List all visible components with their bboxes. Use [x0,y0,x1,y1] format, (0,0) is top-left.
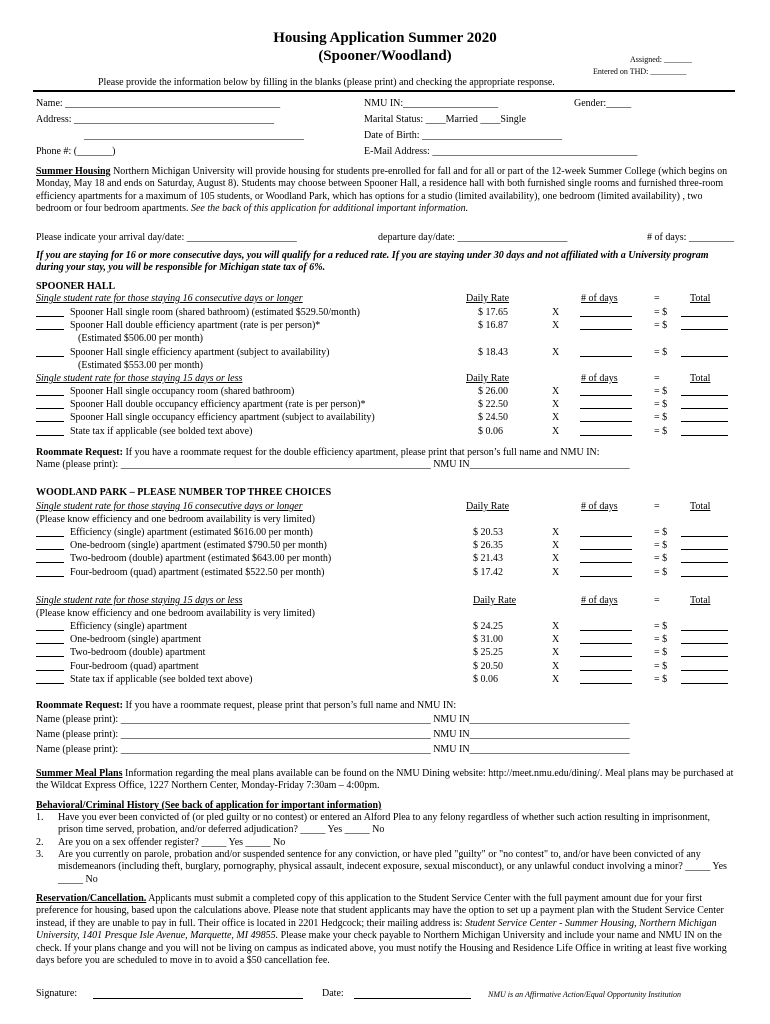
woodland-sub-15: Single student rate for those staying 15 days or less [36,595,243,606]
eoe-statement: NMU is an Affirmative Action/Equal Opportunity Institution [488,990,682,999]
multiply-sign: X [552,673,560,685]
assigned-field[interactable]: Assigned: _______ [630,55,692,64]
form-instruction: Please provide the information below by filling in the blanks (please print) and checking the appropriate response. [98,77,555,88]
total-blank[interactable] [681,408,728,409]
choice-blank[interactable] [36,356,64,357]
days-blank[interactable] [580,562,632,563]
multiply-sign: X [552,553,560,565]
reservation-paragraph [36,893,736,967]
woodland-col-rate-2: Daily Rate [473,595,517,606]
rate-item-label: Four-bedroom (quad) apartment [70,660,199,672]
daily-rate-value: $ 0.06 [473,673,498,685]
total-eq-sign: = $ [654,386,668,397]
meal-plans-paragraph [36,768,738,793]
q2-text[interactable]: Are you on a sex offender register? _____ Yes _____ No [58,837,286,848]
woodland-availability-note-2: (Please know efficiency and one bedroom availability is very limited) [36,608,315,619]
reservation-heading: Reservation/Cancellation. [36,893,147,904]
rate-item-label: (Estimated $506.00 per month) [78,333,203,345]
total-blank[interactable] [681,536,728,537]
rate-item-label: Spooner Hall single room (shared bathroom) (estimated $529.50/month) [70,307,360,318]
daily-rate-value: $ 0.06 [478,425,503,437]
daily-rate-value: $ 17.42 [473,566,503,578]
total-eq-sign: = $ [654,320,668,332]
reservation-text-2: Please make your check payable to Northern Michigan University and include your name and NMU IN on the check. If your plans change and you will not be living on campus as indicated above, you must notify the Housing and Residence Life Office in writing at least five working days before you are scheduled to move in to avoid a $50 cancellation fee. [36,930,727,967]
total-blank[interactable] [681,421,728,422]
spooner-col-eq-2: = [654,373,660,384]
total-blank[interactable] [681,435,728,436]
roommate-name-field-2b[interactable]: Name (please print): ______________________________________________________________ NMU IN________________________________ [36,729,630,740]
choice-blank[interactable] [36,435,64,436]
choice-blank[interactable] [36,536,64,537]
spooner-col-eq: = [654,293,660,304]
spooner-sub-16: Single student rate for those staying 16 consecutive days or longer [36,293,303,304]
daily-rate-value: $ 26.00 [478,386,508,397]
choice-blank[interactable] [36,643,64,644]
email-field[interactable]: E-Mail Address: _________________________________________ [364,146,638,157]
multiply-sign: X [552,660,560,672]
choice-blank[interactable] [36,656,64,657]
days-blank[interactable] [580,408,632,409]
multiply-sign: X [552,386,560,397]
total-blank[interactable] [681,643,728,644]
roommate-request-1 [36,447,600,459]
meal-plans-heading: Summer Meal Plans [36,768,123,779]
days-blank[interactable] [580,356,632,357]
rate-item-label: Efficiency (single) apartment [70,621,187,632]
total-eq-sign: = $ [654,540,668,552]
stay-rate-note: If you are staying for 16 or more consecutive days, you will qualify for a reduced rate. If you are staying under 30 days and not affiliated with a University program during your stay, you will be responsible for Michigan state tax of 6%. [36,250,709,274]
spooner-sub-15: Single student rate for those staying 15 days or less [36,373,243,384]
roommate-label-2: Roommate Request: [36,700,123,711]
date-line[interactable] [354,998,471,999]
multiply-sign: X [552,320,560,332]
total-blank[interactable] [681,549,728,550]
choice-blank[interactable] [36,421,64,422]
multiply-sign: X [552,412,560,424]
rate-item-label: Four-bedroom (quad) apartment (estimated $522.50 per month) [70,566,325,578]
days-blank[interactable] [580,435,632,436]
phone-field[interactable]: Phone #: (_______) [36,146,116,157]
choice-blank[interactable] [36,549,64,550]
name-field[interactable]: Name: ___________________________________________ [36,98,281,109]
marital-status-field[interactable]: Marital Status: ____Married ____Single [364,114,526,125]
rate-item-label: (Estimated $553.00 per month) [78,359,203,371]
total-blank[interactable] [681,630,728,631]
daily-rate-value: $ 18.43 [478,346,508,358]
days-blank[interactable] [580,630,632,631]
total-blank[interactable] [681,576,728,577]
rate-item-label: Spooner Hall double occupancy efficiency apartment (rate is per person)* [70,399,366,411]
spooner-col-total: Total [690,293,711,304]
choice-blank[interactable] [36,683,64,684]
woodland-col-eq: = [654,501,660,512]
rate-item-label: One-bedroom (single) apartment (estimated $790.50 per month) [70,540,327,552]
summer-housing-text: Northern Michigan University will provide housing for students pre-enrolled for fall and for all or part of the 12-week Summer College (which begins on Monday, May 18 and ends on Saturday, August 8). Students may choose between Spooner Hall, a residence hall with both furnished single rooms and furnished three-room efficiency apartments for a maximum of 105 students, or Woodland Park, which has options for a studio (limited availability), one bedroom (limited availability) , two bedroom or four bedroom apartments. [36,166,728,215]
multiply-sign: X [552,540,560,552]
date-of-birth-field[interactable]: Date of Birth: ____________________________ [364,130,563,141]
q1-text[interactable]: Have you ever been convicted of (or pled guilty or no contest) or entered an Alford Plea to any felony regardless of whether such action resulting in imprisonment, prison time served, probation, and/or deferred adjudication? _____ Yes _____ No [58,812,711,836]
total-blank[interactable] [681,683,728,684]
days-blank[interactable] [580,683,632,684]
multiply-sign: X [552,346,560,358]
days-blank[interactable] [580,316,632,317]
signature-line[interactable] [93,998,303,999]
multiply-sign: X [552,566,560,578]
spooner-col-rate: Daily Rate [466,293,510,304]
address-field[interactable]: Address: ________________________________________ [36,114,275,125]
header-rule [33,90,735,92]
woodland-col-total-2: Total [690,595,711,606]
q1-number: 1. [36,812,44,823]
total-eq-sign: = $ [654,660,668,672]
rate-item-label: State tax if applicable (see bolded text above) [70,425,253,437]
days-blank[interactable] [580,656,632,657]
reservation-address: Student Service Center - Summer Housing, Northern Michigan University, 1401 Presque Isle Avenue, Marquette, MI 49855. [36,917,717,942]
total-eq-sign: = $ [654,621,668,632]
total-eq-sign: = $ [654,673,668,685]
total-eq-sign: = $ [654,634,668,646]
q2-number: 2. [36,837,44,848]
days-blank[interactable] [580,643,632,644]
total-eq-sign: = $ [654,307,668,318]
days-blank[interactable] [580,576,632,577]
choice-blank[interactable] [36,670,64,671]
spooner-col-days-2: # of days [581,373,618,384]
roommate-name-field-2a[interactable]: Name (please print): ______________________________________________________________ NMU IN________________________________ [36,714,630,725]
daily-rate-value: $ 24.25 [473,621,503,632]
daily-rate-value: $ 25.25 [473,647,503,659]
woodland-availability-note: (Please know efficiency and one bedroom availability is very limited) [36,514,315,525]
woodland-col-eq-2: = [654,595,660,606]
multiply-sign: X [552,527,560,538]
woodland-col-rate: Daily Rate [466,501,510,512]
days-blank[interactable] [580,395,632,396]
nmu-in-field[interactable]: NMU IN:___________________ [364,98,499,109]
rate-item-label: State tax if applicable (see bolded text above) [70,673,253,685]
total-eq-sign: = $ [654,527,668,538]
choice-blank[interactable] [36,576,64,577]
form-subtitle: (Spooner/Woodland) [318,48,452,64]
q3-text[interactable]: Are you currently on parole, probation and/or suspended sentence for any conviction, or have pled "guilty" or "no contest" to, and/or have been convicted of any misdemeanors (including theft, burglary, pornography, physical assault, indecent exposure, sexual misconduct), or any unlawful conduct involving a minor? _____ Yes _____ No [58,849,727,885]
total-eq-sign: = $ [654,553,668,565]
days-blank[interactable] [580,329,632,330]
choice-blank[interactable] [36,408,64,409]
daily-rate-value: $ 16.87 [478,320,508,332]
rate-item-label: Efficiency (single) apartment (estimated $616.00 per month) [70,527,313,538]
woodland-col-days: # of days [581,501,618,512]
total-blank[interactable] [681,670,728,671]
total-eq-sign: = $ [654,346,668,358]
woodland-col-total: Total [690,501,711,512]
daily-rate-value: $ 31.00 [473,634,503,646]
woodland-col-days-2: # of days [581,595,618,606]
roommate-text: If you have a roommate request for the double efficiency apartment, please print that person’s full name and NMU IN: [122,447,600,458]
form-title: Housing Application Summer 2020 [273,30,497,46]
roommate-name-field-2c[interactable]: Name (please print): ______________________________________________________________ NMU IN________________________________ [36,744,630,755]
total-eq-sign: = $ [654,399,668,411]
rate-item-label: Two-bedroom (double) apartment (estimated $643.00 per month) [70,553,332,565]
daily-rate-value: $ 21.43 [473,553,503,565]
entered-thd-field[interactable]: Entered on THD: _________ [593,67,687,76]
choice-blank[interactable] [36,562,64,563]
total-blank[interactable] [681,356,728,357]
multiply-sign: X [552,425,560,437]
spooner-title: SPOONER HALL [36,281,116,292]
daily-rate-value: $ 24.50 [478,412,508,424]
behavioral-heading: Behavioral/Criminal History (See back of application for important information) [36,800,382,811]
summer-housing-note: See the back of this application for additional important information. [188,203,469,215]
summer-housing-paragraph [36,166,736,216]
days-blank[interactable] [580,670,632,671]
arrival-date-field[interactable]: Please indicate your arrival day/date: ______________________ [36,232,297,243]
choice-blank[interactable] [36,329,64,330]
days-blank[interactable] [580,421,632,422]
departure-date-field[interactable]: departure day/date: ______________________ [378,232,568,243]
total-blank[interactable] [681,395,728,396]
address-line-2-field[interactable]: ____________________________________________ [84,130,304,141]
reservation-text-1: Applicants must submit a completed copy of this application to the Student Service Center with the full payment amount due for your first preference for housing, based upon the calculations above. Please note that student applicants may have the option to set up a payment plan with the Student Service Center instead, if they are unable to pay in full. Their office is located in 2201 Hedgcock; their mailing address is: [36,893,724,929]
daily-rate-value: $ 20.50 [473,660,503,672]
multiply-sign: X [552,647,560,659]
days-blank[interactable] [580,536,632,537]
daily-rate-value: $ 20.53 [473,527,503,538]
roommate-text-2: If you have a roommate request, please print that person’s full name and NMU IN: [122,700,457,711]
rate-item-label: Two-bedroom (double) apartment [70,647,206,659]
woodland-title: WOODLAND PARK – PLEASE NUMBER TOP THREE CHOICES [36,487,332,498]
roommate-request-2 [36,700,456,712]
daily-rate-value: $ 26.35 [473,540,503,552]
q3-number: 3. [36,849,44,860]
rate-item-label: One-bedroom (single) apartment [70,634,202,646]
multiply-sign: X [552,307,560,318]
total-eq-sign: = $ [654,647,668,659]
multiply-sign: X [552,621,560,632]
spooner-col-days: # of days [581,293,618,304]
days-blank[interactable] [580,549,632,550]
signature-label: Signature: [36,988,78,999]
total-blank[interactable] [681,562,728,563]
choice-blank[interactable] [36,316,64,317]
roommate-label: Roommate Request: [36,447,123,458]
roommate-name-field-1[interactable]: Name (please print): ______________________________________________________________ NMU IN________________________________ [36,459,630,470]
spooner-col-total-2: Total [690,373,711,384]
total-eq-sign: = $ [654,425,668,437]
daily-rate-value: $ 22.50 [478,399,508,411]
total-blank[interactable] [681,316,728,317]
total-blank[interactable] [681,656,728,657]
multiply-sign: X [552,634,560,646]
multiply-sign: X [552,399,560,411]
rate-item-label: Spooner Hall double efficiency apartment (rate is per person)* [70,320,321,332]
rate-item-label: Spooner Hall single efficiency apartment (subject to availability) [70,346,330,358]
woodland-sub-16: Single student rate for those staying 16 consecutive days or longer [36,501,303,512]
summer-housing-heading: Summer Housing [36,166,111,177]
daily-rate-value: $ 17.65 [478,307,508,318]
rate-item-label: Spooner Hall single occupancy efficiency apartment (subject to availability) [70,412,375,424]
total-blank[interactable] [681,329,728,330]
gender-field[interactable]: Gender:_____ [574,98,632,109]
num-days-field[interactable]: # of days: _________ [647,232,734,243]
meal-plans-text: Information regarding the meal plans available can be found on the NMU Dining website: http://meet.nmu.edu/dining/. Meal plans may be purchased at the Wildcat Express Office, 1227 Northern Center, Monday-Friday 7:30am – 4:00pm. [36,768,734,792]
total-eq-sign: = $ [654,566,668,578]
rate-item-label: Spooner Hall single occupancy room (shared bathroom) [70,386,295,397]
choice-blank[interactable] [36,630,64,631]
date-label: Date: [322,988,344,999]
spooner-col-rate-2: Daily Rate [466,373,510,384]
choice-blank[interactable] [36,395,64,396]
total-eq-sign: = $ [654,412,668,424]
